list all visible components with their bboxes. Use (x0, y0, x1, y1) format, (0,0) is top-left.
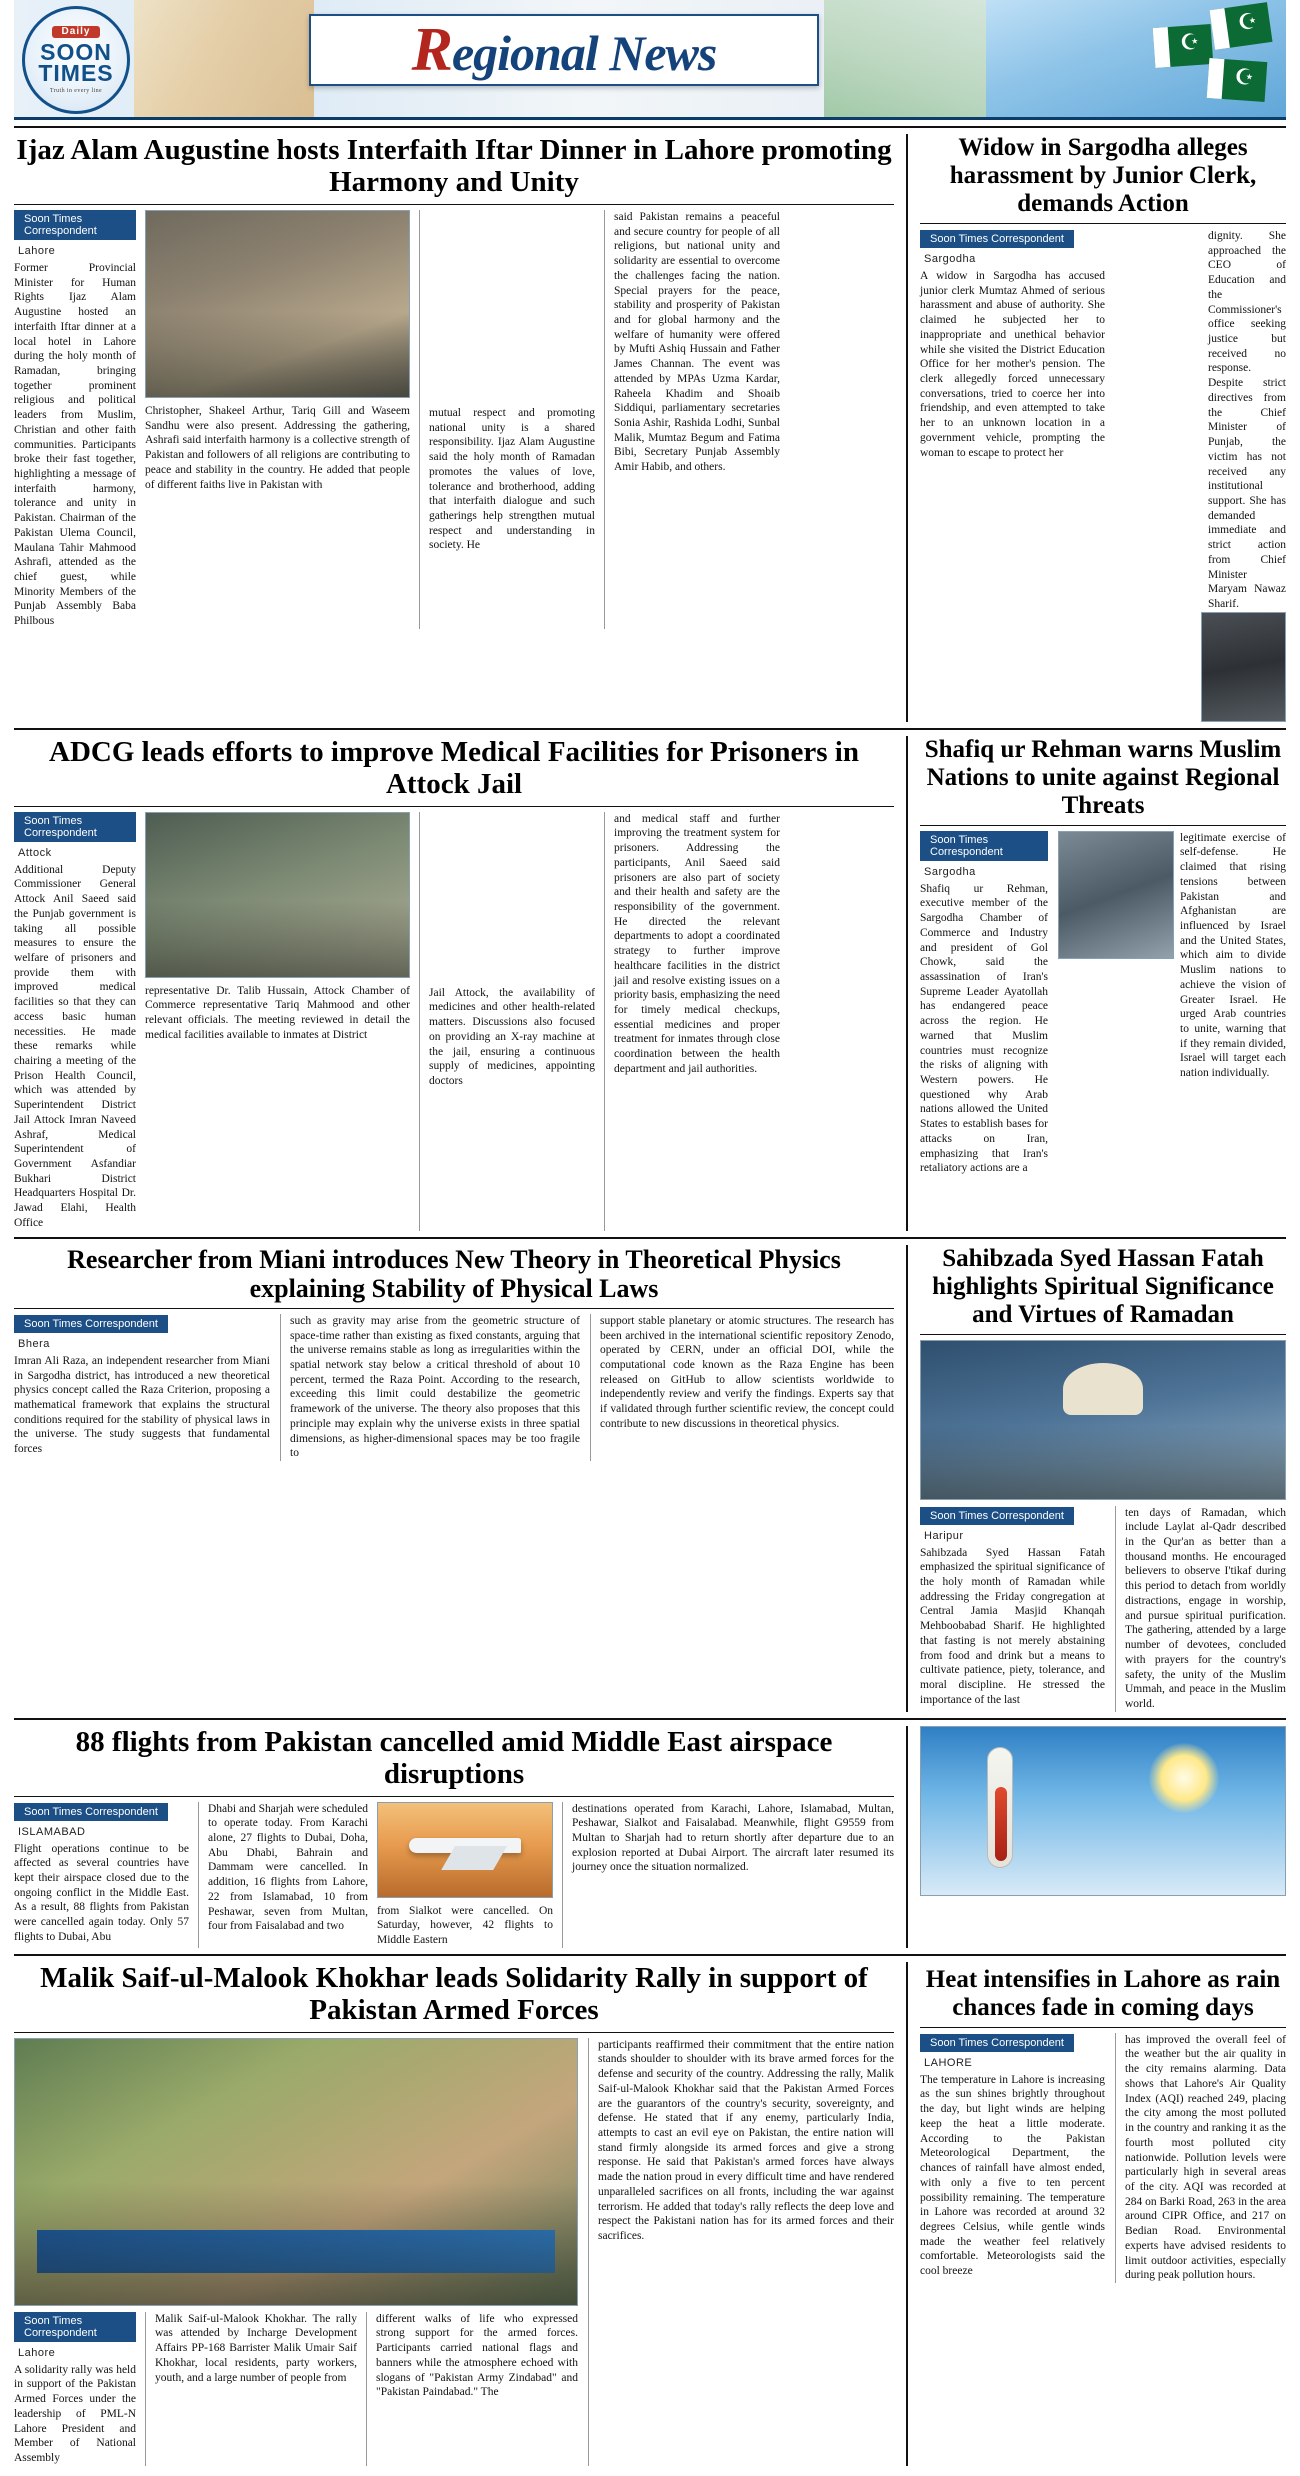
story-text-col3: Jail Attock, the availability of medicines and other health-related matters. Discussions also focused on providing an X-ray machine at the jail, ensuring a continuous supply of medicines, appointing doctors (429, 986, 595, 1087)
byline-badge: Soon Times Correspondent (14, 210, 136, 240)
byline-badge: Soon Times Correspondent (920, 2034, 1074, 2052)
story-text-col4: and medical staff and further improving the treatment system for prisoners. Addressing the participants, Anil Saeed said prisoners are also part of society and their health and safety are the responsibility of the government. He directed the relevant departments to adopt a coordinated strategy to further improve healthcare facilities in the district jail and resolve existing issues on a priority basis, emphasizing the need for timely medical checkups, essential medicines and proper treatment for inmates through close coordination between the health department and jail authorities. (614, 812, 780, 1075)
story-text-col3: support stable planetary or atomic structures. The research has been archived in the international scientific repository Zenodo, operated by CERN, under an official DOI, while the computational code known as the Raza Engine has been released on GitHub to allow scientists worldwide to independently review and verify the findings. Experts say that if validated through further scientific review, the concept could contribute to new discussions in theoretical physics. (600, 1314, 894, 1430)
story-text-col1: A widow in Sargodha has accused junior clerk Mumtaz Ahmed of serious harassment and abuse of authority. She claimed he subjected her to inappropriate and unethical behavior while she visited the District Education Office for her mother's pension. The clerk allegedly forced unnecessary conversations, tried to coerce her into friendship, and even attempted to take her to an unknown location in a government vehicle, prompting the woman to escape to protect her (920, 270, 1105, 459)
logo-times-text: TIMES (38, 60, 114, 86)
dateline: LAHORE (924, 2056, 973, 2069)
story-text-col2: legitimate exercise of self-defense. He claimed that rising tensions between Pakistan and Afghanistan are influenced by Israel and the United States, which aim to divide Muslim nations to achieve the vision of Greater Israel. He urged Arab countries to unite, warning that if they remain divided, Israel will target each nation individually. (1180, 831, 1286, 1080)
story-heat-lahore (906, 1962, 1286, 2466)
photo-foreground (146, 901, 409, 976)
story-text-col4: participants reaffirmed their commitment that the entire nation stands shoulder to shoulder with its brave armed forces for the defense and security of the country. Addressing the rally, Malik Saif-ul-Malook Khokhar said that the Pakistan Armed Forces are the guarantors of the country's security, sovereignty, and defense. He stated that if any enemy, particularly India, attempts to cast an evil eye on Pakistan, the entire nation will stand firmly alongside its armed forces and give a strong response. He said that Pakistan's armed forces have always made the nation proud in every difficult time and have rendered unparalleled sacrifices on all fronts, including the war against terrorism. He added that today's rally reflects the deep love and respect the Pakistani nation has for its armed forces and their sacrifices. (598, 2038, 894, 2243)
pakistan-flag-icon (1207, 58, 1268, 102)
thermometer-icon (987, 1747, 1013, 1868)
dateline: Lahore (18, 2346, 56, 2359)
newspaper-logo (22, 6, 130, 114)
headline-adcg-attock: ADCG leads efforts to improve Medical Facilities for Prisoners in Attock Jail (49, 735, 859, 801)
divider (14, 1237, 1286, 1239)
story-solidarity-rally (14, 1962, 894, 2466)
story-interfaith-iftar (14, 134, 894, 722)
divider (14, 126, 1286, 128)
photo-solidarity-rally (14, 2038, 578, 2306)
story-text-col1: A solidarity rally was held in support of the Pakistan Armed Forces under the leadership of PML-N Lahore President and Member of National Assembly (14, 2363, 136, 2464)
pakistan-flag-icon (1209, 2, 1272, 50)
story-text-col1: Sahibzada Syed Hassan Fatah emphasized the spiritual significance of the holy month of Ramadan while addressing the Friday congregation at Central Jamia Masjid Khanqah Mehboobabad Sharif. He highlighted that fasting is not merely abstaining from food and drink but a means to cultivate patience, piety, tolerance, and moral discipline. He stressed the importance of the last (920, 1546, 1105, 1706)
page-title-box (309, 14, 819, 86)
sun-icon (1149, 1743, 1219, 1813)
byline-badge: Soon Times Correspondent (920, 1507, 1074, 1525)
headline-interfaith-iftar: Ijaz Alam Augustine hosts Interfaith Iftar Dinner in Lahore promoting Harmony and Unity (16, 134, 892, 199)
row-rally-and-heat (14, 1962, 1286, 2466)
story-shafiq-rehman (906, 736, 1286, 1231)
photo-heat-thermometer (920, 1726, 1286, 1896)
page-title-initial: R (411, 15, 452, 84)
photo-foreground (15, 2182, 577, 2304)
dateline: ISLAMABAD (18, 1825, 86, 1838)
story-raza-criterion (14, 1245, 894, 1712)
masthead (14, 0, 1286, 120)
story-sahibzada-ramadan (906, 1245, 1286, 1712)
story-text-col1: Shafiq ur Rehman, executive member of the Sargodha Chamber of Commerce and Industry and president of Gol Chowk, said the assassination of Iran's Supreme Leader Ayatollah has endangered peace across the region. He warned that Muslim countries must recognize the risks of aligning with Western powers. He questioned why Arab nations allowed the United States to establish bases for attacks on Iran, emphasizing that Iran's retaliatory actions are a (920, 882, 1048, 1175)
dateline: Haripur (924, 1529, 964, 1542)
dateline: Lahore (18, 244, 56, 257)
headline-solidarity-rally: Malik Saif-ul-Malook Khokhar leads Solidarity Rally in support of Pakistan Armed Forces (40, 1961, 868, 2027)
pakistan-flag-icon (1153, 24, 1214, 68)
photo-prison-health-council-meeting (145, 812, 410, 978)
divider (14, 728, 1286, 730)
masthead-flag-area (986, 0, 1286, 120)
byline-badge: Soon Times Correspondent (920, 230, 1074, 248)
story-text-col4: destinations operated from Karachi, Lahore, Islamabad, Multan, Peshawar, Sialkot and Faisalabad. Meanwhile, flight G9559 from Multan to Sharjah had to return shortly after departure due to an explosion reported at Dubai Airport. The aircraft later resumed its journey once the situation normalized. (572, 1802, 894, 1874)
story-text-col3: different walks of life who expressed strong support for the armed forces. Participants carried national flags and banners while the atmosphere echoed with slogans of "Pakistan Army Zindabad" and "Pakistan Paindabad." The (376, 2312, 578, 2399)
byline-badge: Soon Times Correspondent (14, 1315, 168, 1333)
divider (14, 806, 894, 807)
headline-shafiq-rehman: Shafiq ur Rehman warns Muslim Nations to unite against Regional Threats (924, 735, 1282, 819)
story-text-col1: Additional Deputy Commissioner General Attock Anil Saeed said the Punjab government is taking all possible measures to ensure the welfare of prisoners and provide them with improved medical facilities so that they can access basic human necessities. He made these remarks while chairing a meeting of the Prison Health Council, which was attended by Superintendent District Jail Attock Imran Naveed Ashraf, Medical Superintendent of Government Asfandiar Bukhari District Headquarters Hospital Dr. Jawad Elahi, Health Office (14, 863, 136, 1229)
story-text-col2: such as gravity may arise from the geometric structure of space-time rather than existing as fixed constants, arguing that the universe remains stable as long as irregularities within the spatial network stay below a critical threshold of about 10 percent, termed the Raza Point. According to the research, exceeding this limit could destabilize the geometric framework of the universe. The theory also proposes that this principle may explain why the universe exists in three spatial dimensions, as higher-dimensional spaces may be too fragile to (290, 1314, 580, 1460)
photo-iftar-dinner (145, 210, 410, 398)
divider (14, 204, 894, 205)
story-text-col1: Imran Ali Raza, an independent researcher from Miani in Sargodha district, has introduced a new theoretical physics concept called the Raza Criterion, proposing a mathematical framework that explains the structural conditions required for the stability of physical laws in the universe. The study suggests that fundamental forces (14, 1354, 270, 1456)
story-adcg-attock (14, 736, 894, 1231)
page-title-rest: egional News (451, 24, 717, 81)
row-flights-and-weather-photo (14, 1726, 1286, 1948)
weather-photo-panel (906, 1726, 1286, 1948)
divider (14, 1718, 1286, 1720)
dateline: Sargodha (924, 865, 976, 878)
headline-heat-lahore: Heat intensifies in Lahore as rain chances fade in coming days (925, 1965, 1281, 2021)
photo-airplane (377, 1802, 553, 1898)
story-text-col1: Former Provincial Minister for Human Rights Ijaz Alam Augustine hosted an interfaith Iftar dinner at a local hotel in Lahore during the holy month of Ramadan, bringing together prominent religious and political leaders from Muslim, Christian and other faith communities. Participants broke their fast together, highlighting a message of interfaith harmony, tolerance and unity in Pakistan. Chairman of the Pakistan Ulema Council, Maulana Tahir Mahmood Ashrafi, attended as the chief guest, while Minority Members of the Punjab Assembly Baba Philbous (14, 261, 136, 628)
mosque-dome-icon (1063, 1363, 1143, 1415)
photo-shafiq-portrait (1058, 831, 1174, 959)
story-text-col2: dignity. She approached the CEO of Education and the Commissioner's office seeking justice but received no response. Despite strict directives from the Chief Minister of Punjab, the victim has not received any institutional support. She has demanded immediate and strict action from Chief Minister Maryam Nawaz Sharif. (1208, 230, 1286, 610)
story-widow-sargodha (906, 134, 1286, 722)
headline-widow-sargodha: Widow in Sargodha alleges harassment by Junior Clerk, demands Action (949, 134, 1257, 217)
page-title (412, 15, 717, 86)
photo-friday-congregation (920, 1340, 1286, 1500)
story-text-col3: from Sialkot were cancelled. On Saturday, however, 42 flights to Middle Eastern (377, 1904, 553, 1947)
story-text-col2: ten days of Ramadan, which include Laylat al-Qadr described in the Qur'an as better than a thousand months. He encouraged believers to observe I'tikaf during this period to detach from worldly distractions, engage in worship, and pursue spiritual purification. The gathering, attended by a large number of devotees, concluded with prayers for the country's safety, the unity of the Muslim Ummah, and peace in the Muslim world. (1125, 1506, 1286, 1710)
byline-badge: Soon Times Correspondent (14, 1803, 168, 1821)
byline-badge: Soon Times Correspondent (920, 831, 1048, 861)
story-text-col2: Christopher, Shakeel Arthur, Tariq Gill and Waseem Sandhu were also present. Addressing the gathering, Ashrafi said interfaith harmony is a collective strength of Pakistan and followers of all religions are contributing to peace and stability in the country. He added that people of different faiths live in Pakistan with (145, 404, 410, 491)
story-text-col1: Flight operations continue to be affected as several countries have kept their airspace closed due to the ongoing conflict in the Middle East. As a result, 88 flights from Pakistan were cancelled again today. Only 57 flights to Dubai, Abu (14, 1842, 189, 1943)
logo-soon-text: SOON (40, 39, 112, 65)
headline-flights-cancelled: 88 flights from Pakistan cancelled amid Middle East airspace disruptions (75, 1725, 833, 1791)
row-interfaith-and-widow (14, 134, 1286, 722)
row-adcg-and-shafiq (14, 736, 1286, 1231)
dateline: Sargodha (924, 253, 976, 265)
dateline: Attock (18, 846, 52, 859)
headline-raza-criterion: Researcher from Miani introduces New Theory in Theoretical Physics explaining Stability of Physical Laws (67, 1244, 841, 1303)
divider (14, 1796, 894, 1797)
byline-badge: Soon Times Correspondent (14, 812, 136, 842)
masthead-decoration-left (134, 0, 314, 120)
divider (14, 1308, 894, 1309)
story-text-col2: Dhabi and Sharjah were scheduled to operate today. From Karachi alone, 27 flights to Dubai, Doha, Abu Dhabi, Bahrain and Dammam were cancelled. In addition, 16 flights from Lahore, 22 from Islamabad, 10 from Peshawar, seven from Multan, four from Faisalabad and two (208, 1802, 368, 1933)
dateline: Bhera (18, 1337, 50, 1350)
divider (14, 1954, 1286, 1956)
logo-subtitle: Truth in every line (49, 88, 103, 94)
divider (920, 1334, 1286, 1335)
logo-daily-text: Daily (52, 26, 101, 38)
story-text-col2: representative Dr. Talib Hussain, Attock Chamber of Commerce representative Tariq Mahmood and other relevant officials. The meeting reviewed in detail the medical facilities available to inmates at District (145, 984, 410, 1041)
story-text-col2: Malik Saif-ul-Malook Khokhar. The rally was attended by Incharge Development Affairs PP-168 Barrister Malik Umair Saif Khokhar, local residents, party workers, youth, and a large number of people from (155, 2312, 357, 2384)
photo-woman-portrait (1201, 612, 1286, 722)
story-flights-cancelled (14, 1726, 894, 1948)
divider (920, 2027, 1286, 2028)
row-physics-and-sahibzada (14, 1245, 1286, 1712)
story-text-col1: The temperature in Lahore is increasing as the sun shines brightly throughout the day, but light winds are helping keep the heat a little moderate. According to the Pakistan Meteorological Department, the chances of rainfall have almost ended, with only a five to ten percent possibility remaining. The temperature in Lahore was recorded at around 32 degrees Celsius, while gentle winds made the weather feel relatively comfortable. Meteorologists said the cool breeze (920, 2073, 1105, 2278)
byline-badge: Soon Times Correspondent (14, 2312, 136, 2342)
story-text-col3: mutual respect and promoting national unity is a shared responsibility. Ijaz Alam Augustine said the holy month of Ramadan promotes the values of love, tolerance and brotherhood, adding that interfaith dialogue and such gatherings help strengthen mutual respect and understanding in society. He (429, 406, 595, 552)
story-text-col4: said Pakistan remains a peaceful and secure country for people of all religions, but national unity and solidarity are essential to overcome the challenges facing the nation. Special prayers for the peace, stability and prosperity of Pakistan and for global harmony and the welfare of humanity were offered by Mufti Ashiq Hussain and Father James Channan. The event was attended by MPAs Uzma Kardar, Raheela Khadim and Shoaib Siddiqui, parliamentary secretaries Sonia Ashir, Rashida Lodhi, Sunbal Malik, Mumtaz Begum and Fatima Bibi, Secretary Punjab Assembly Amir Habib, and others. (614, 210, 780, 474)
divider (920, 223, 1286, 224)
headline-sahibzada-ramadan: Sahibzada Syed Hassan Fatah highlights Spiritual Significance and Virtues of Ramadan (932, 1244, 1274, 1328)
photo-foreground (921, 1426, 1285, 1499)
divider (920, 825, 1286, 826)
divider (14, 2032, 894, 2033)
photo-foreground (146, 311, 409, 397)
story-text-col2: has improved the overall feel of the weather but the air quality in the city remains alarming. Data shows that Lahore's Air Quality Index (AQI) reached 249, placing the city among the most polluted in the country and ranking it as the fourth most polluted city nationwide. Pollution levels were particularly high in several areas of the city. AQI was recorded at 284 on Barki Road, 263 in the area around CIPR Office, and 217 on Bedian Road. Environmental experts have advised residents to limit outdoor activities, especially during peak pollution hours. (1125, 2033, 1286, 2282)
